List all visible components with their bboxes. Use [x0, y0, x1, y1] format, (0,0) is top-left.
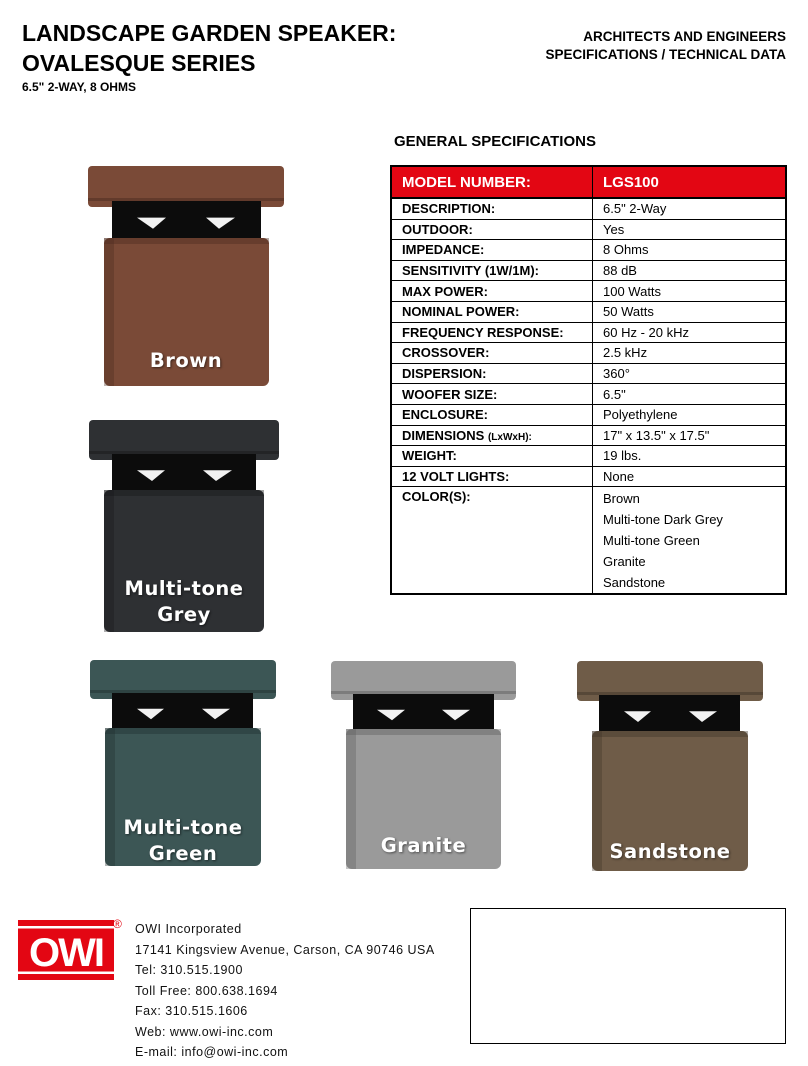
- company-contact: [135, 919, 435, 1063]
- color-option: Multi-tone Green: [603, 532, 700, 548]
- spec-label: DESCRIPTION:: [391, 198, 593, 219]
- document-type-line-1: ARCHITECTS AND ENGINEERS: [583, 29, 786, 44]
- spec-row: [391, 446, 786, 467]
- speaker-image-sandstone: [577, 661, 763, 871]
- speaker-caption-line-1: Granite: [380, 834, 467, 857]
- owi-logo: [18, 920, 114, 980]
- speaker-caption-line-1: Multi-tone: [123, 816, 243, 839]
- company-web: Web: www.owi-inc.com: [135, 1024, 274, 1039]
- spec-row: [391, 425, 786, 446]
- spec-label: COLOR(S):: [391, 487, 593, 594]
- spec-row: [391, 363, 786, 384]
- spec-value: 50 Watts: [593, 301, 787, 322]
- spec-value: 17" x 13.5" x 17.5": [593, 425, 787, 446]
- color-list: [593, 487, 787, 594]
- spec-label: ENCLOSURE:: [391, 404, 593, 425]
- spec-value: 88 dB: [593, 260, 787, 281]
- speaker-image-multi-tone-green: [90, 660, 276, 866]
- speaker-image-granite: [331, 661, 516, 869]
- company-email: E-mail: info@owi-inc.com: [135, 1045, 289, 1059]
- spec-value: None: [593, 466, 787, 487]
- spec-row: [391, 384, 786, 405]
- color-option: Sandstone: [603, 574, 666, 590]
- spec-label: OUTDOOR:: [391, 219, 593, 240]
- spec-row: [391, 240, 786, 261]
- model-number-label: MODEL NUMBER:: [391, 166, 593, 198]
- spec-label: 12 VOLT LIGHTS:: [391, 466, 593, 487]
- speaker-caption: [331, 833, 516, 859]
- speaker-caption: [88, 348, 284, 374]
- spec-label: IMPEDANCE:: [391, 240, 593, 261]
- spec-value: 6.5": [593, 384, 787, 405]
- page-subtitle: 6.5" 2-WAY, 8 OHMS: [22, 80, 136, 94]
- blank-notes-box: [470, 908, 786, 1044]
- speaker-caption-line-2: Grey: [157, 603, 211, 626]
- page-title: [22, 18, 396, 78]
- spec-label: CROSSOVER:: [391, 343, 593, 364]
- spec-label: SENSITIVITY (1W/1M):: [391, 260, 593, 281]
- spec-value: 100 Watts: [593, 281, 787, 302]
- spec-row: [391, 281, 786, 302]
- title-line-1: LANDSCAPE GARDEN SPEAKER:: [22, 20, 397, 46]
- spec-value: 2.5 kHz: [593, 343, 787, 364]
- document-type-line-2: SPECIFICATIONS / TECHNICAL DATA: [545, 47, 786, 62]
- spec-label: FREQUENCY RESPONSE:: [391, 322, 593, 343]
- spec-row: [391, 260, 786, 281]
- speaker-image-multi-tone-grey: [89, 420, 279, 632]
- spec-label: MAX POWER:: [391, 281, 593, 302]
- spec-value: 8 Ohms: [593, 240, 787, 261]
- spec-label: DISPERSION:: [391, 363, 593, 384]
- model-number-value: LGS100: [593, 166, 787, 198]
- company-name: OWI Incorporated: [135, 922, 242, 936]
- spec-row: [391, 301, 786, 322]
- spec-label: WOOFER SIZE:: [391, 384, 593, 405]
- spec-row: [391, 198, 786, 219]
- spec-row: [391, 466, 786, 487]
- spec-value: 19 lbs.: [593, 446, 787, 467]
- company-address: 17141 Kingsview Avenue, Carson, CA 90746 USA: [135, 942, 435, 957]
- color-option: Granite: [603, 553, 646, 569]
- registered-mark: ®: [113, 917, 122, 931]
- spec-row: [391, 404, 786, 425]
- document-type-heading: [545, 28, 786, 64]
- spec-row: [391, 219, 786, 240]
- spec-value: 6.5" 2-Way: [593, 198, 787, 219]
- logo-wordmark: OWI: [29, 931, 103, 975]
- specifications-title: GENERAL SPECIFICATIONS: [394, 133, 596, 150]
- company-tel: Tel: 310.515.1900: [135, 963, 243, 977]
- speaker-caption-line-1: Brown: [149, 349, 223, 372]
- spec-label: DIMENSIONS (LxWxH):: [391, 425, 593, 446]
- specifications-table: [390, 165, 787, 595]
- speaker-image-brown: [88, 166, 284, 386]
- spec-value: Yes: [593, 219, 787, 240]
- spec-value: 60 Hz - 20 kHz: [593, 322, 787, 343]
- company-fax: Fax: 310.515.1606: [135, 1004, 248, 1018]
- spec-row: [391, 343, 786, 364]
- spec-label: NOMINAL POWER:: [391, 301, 593, 322]
- spec-value: 360°: [593, 363, 787, 384]
- speaker-caption: [577, 839, 763, 865]
- spec-row-colors: [391, 487, 786, 594]
- spec-header-row: [391, 166, 786, 198]
- color-option: Multi-tone Dark Grey: [603, 512, 723, 528]
- title-line-2: OVALESQUE SERIES: [22, 50, 256, 76]
- speaker-caption: [90, 815, 276, 867]
- speaker-caption-line-2: Green: [148, 842, 218, 865]
- speaker-caption-line-1: Sandstone: [609, 840, 731, 863]
- company-tollfree: Toll Free: 800.638.1694: [135, 983, 278, 998]
- spec-row: [391, 322, 786, 343]
- color-option: Brown: [603, 491, 640, 507]
- speaker-caption-line-1: Multi-tone: [124, 577, 244, 600]
- spec-label: WEIGHT:: [391, 446, 593, 467]
- speaker-caption: [89, 576, 279, 628]
- spec-value: Polyethylene: [593, 404, 787, 425]
